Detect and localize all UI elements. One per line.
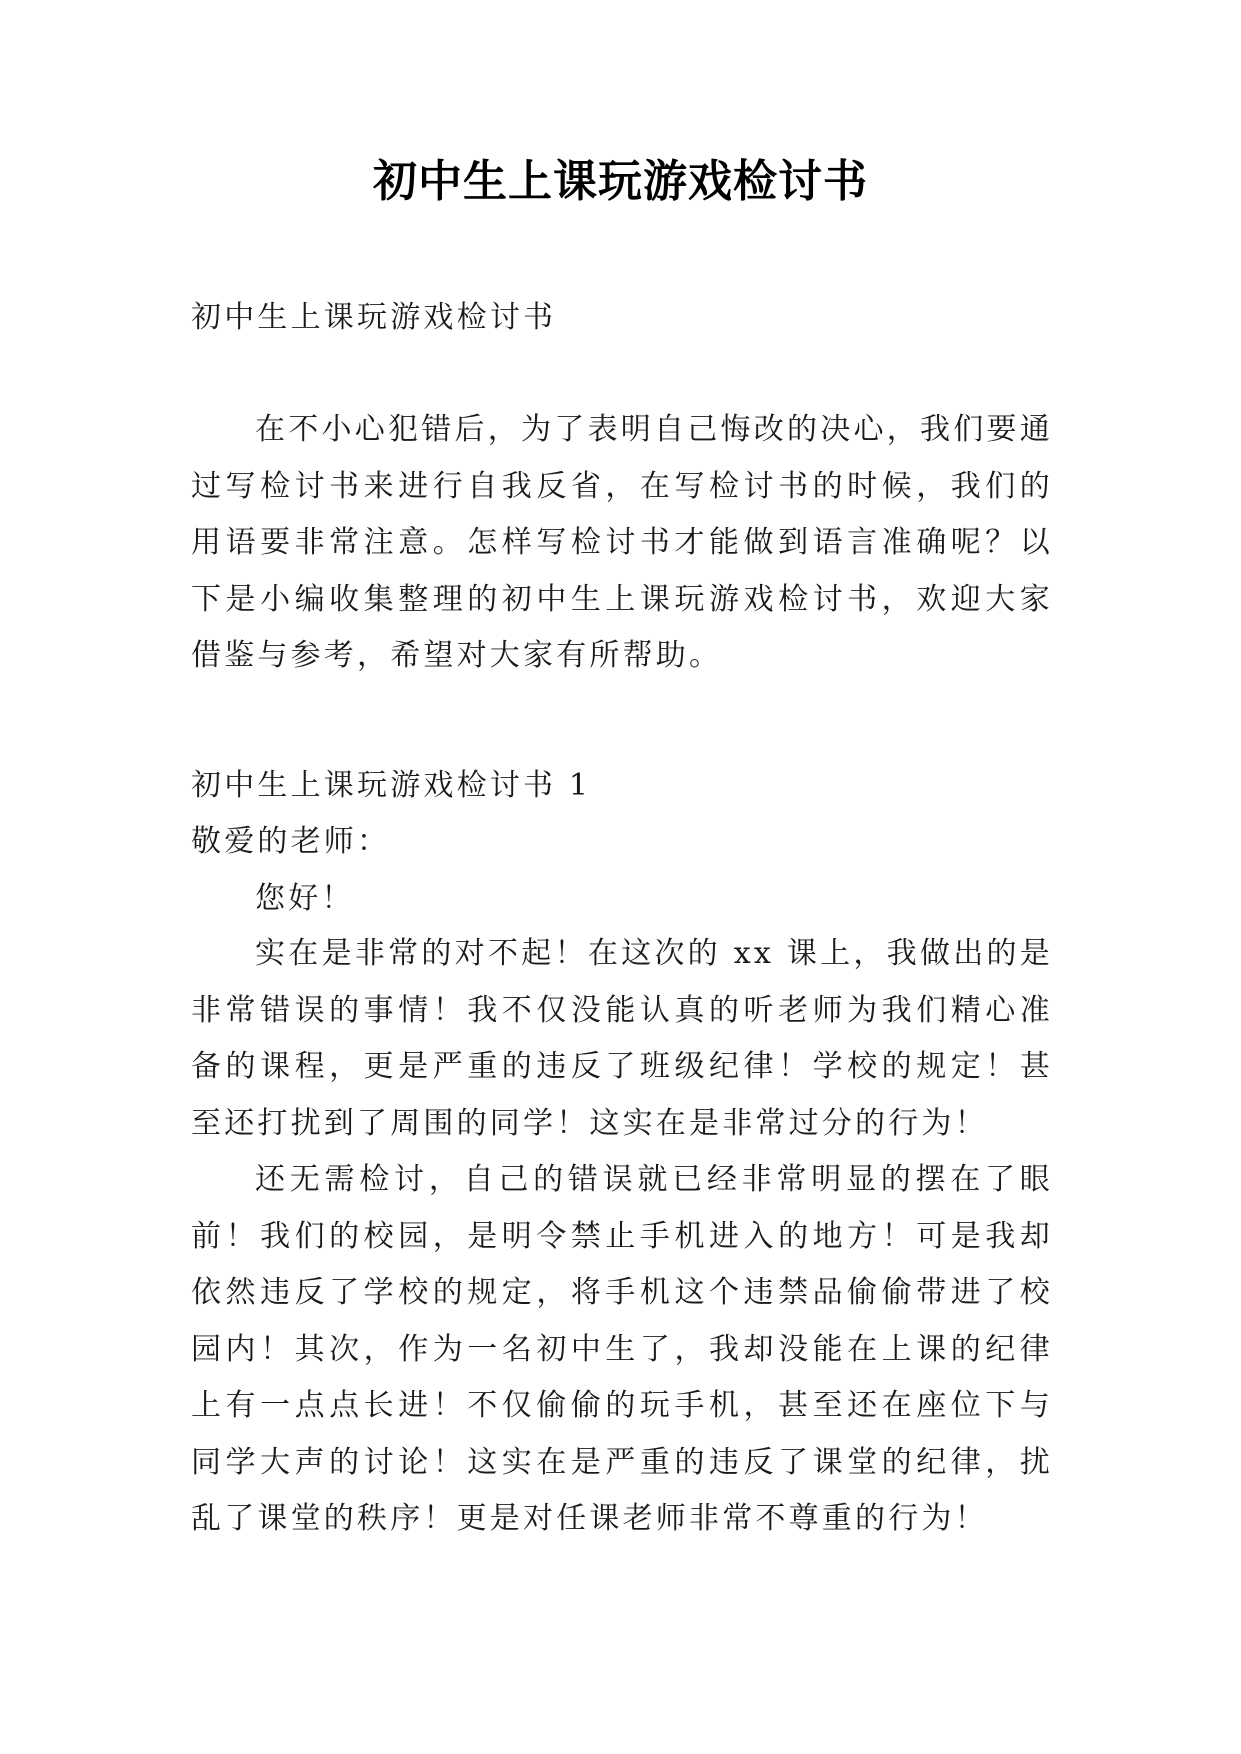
body-paragraph-2: 还无需检讨，自己的错误就已经非常明显的摆在了眼前！我们的校园，是明令禁止手机进入的地方！可是我却依然违反了学校的规定，将手机这个违禁品偷偷带进了校园内！其次，作为一名初中生了，我却没能在上课的纪律上有一点点长进！不仅偷偷的玩手机，甚至还在座位下与同学大声的讨论！这实在是严重的违反了课堂的纪律，扰乱了课堂的秩序！更是对任课老师非常不尊重的行为！ xyxy=(191,1162,1053,1536)
document-subtitle: 初中生上课玩游戏检讨书 xyxy=(191,300,557,335)
greeting: 您好！ xyxy=(255,881,355,916)
body-paragraph-1: 实在是非常的对不起！在这次的 xx 课上，我做出的是非常错误的事情！我不仅没能认真的听老师为我们精心准备的课程，更是严重的违反了班级纪律！学校的规定！甚至还打扰到了周围的同学！这实在是非常过分的行为！ xyxy=(191,936,1053,1141)
salutation: 敬爱的老师： xyxy=(191,824,391,859)
intro-paragraph: 在不小心犯错后，为了表明自己悔改的决心，我们要通过写检讨书来进行自我反省，在写检讨书的时候，我们的用语要非常注意。怎样写检讨书才能做到语言准确呢？以下是小编收集整理的初中生上课玩游戏检讨书，欢迎大家借鉴与参考，希望对大家有所帮助。 xyxy=(191,412,1053,673)
document-title: 初中生上课玩游戏检讨书 xyxy=(373,156,868,207)
section-title: 初中生上课玩游戏检讨书 1 xyxy=(191,768,592,803)
